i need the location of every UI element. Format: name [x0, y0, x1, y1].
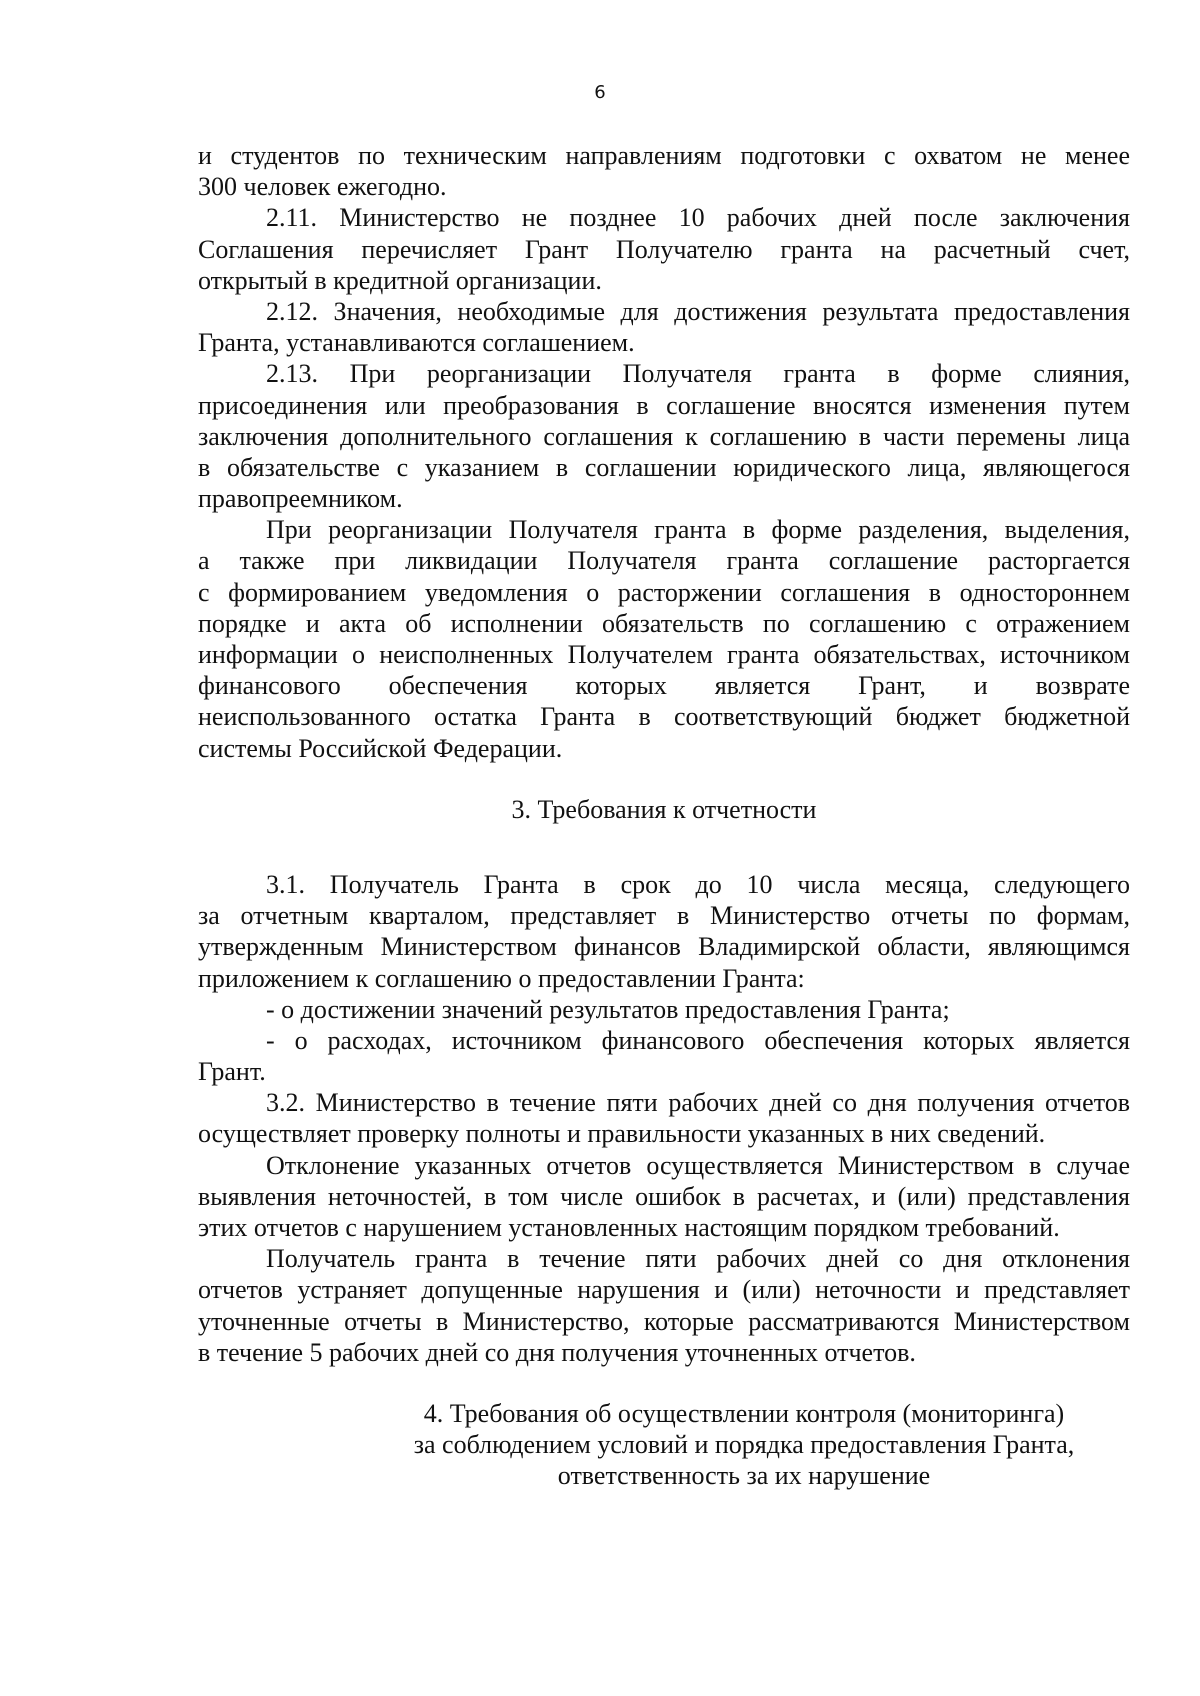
text-line: неиспользованного остатка Гранта в соответствующий бюджет бюджетной	[198, 702, 1130, 732]
text-line: информации о неисполненных Получателем гранта обязательствах, источником	[198, 640, 1130, 669]
spacer	[198, 764, 1130, 794]
text-line: уточненные отчеты в Министерство, которые рассматриваются Министерством	[198, 1306, 1130, 1336]
text-line: приложением к соглашению о предоставлении Гранта:	[198, 963, 805, 993]
text-line: 300 человек ежегодно.	[198, 172, 447, 202]
paragraph-rejection-line: Отклонение указанных отчетов осуществляется Министерством в случае	[266, 1150, 1130, 1180]
text-line: правопреемником.	[198, 484, 403, 514]
text-line: этих отчетов с нарушением установленных настоящим порядком требований.	[198, 1213, 1060, 1242]
paragraph-2-13-line: 2.13. При реорганизации Получателя гранта в форме слияния,	[266, 359, 1130, 389]
spacer	[198, 825, 1130, 869]
text-line: в течение 5 рабочих дней со дня получения уточненных отчетов.	[198, 1337, 916, 1367]
text-line: за отчетным кварталом, представляет в Министерство отчеты по формам,	[198, 901, 1130, 931]
page-number: 6	[594, 82, 606, 103]
section-4-heading-line: 4. Требования об осуществлении контроля (мониторинга)	[423, 1398, 1065, 1428]
paragraph-2-11-line: 2.11. Министерство не позднее 10 рабочих дней после заключения	[266, 203, 1130, 233]
text-line: утвержденным Министерством финансов Владимирской области, являющимся	[198, 932, 1130, 962]
text-line: заключения дополнительного соглашения к соглашению в части перемены лица	[198, 421, 1130, 451]
text-line: а также при ликвидации Получателя гранта соглашение расторгается	[198, 546, 1130, 576]
paragraph-3-1-line: 3.1. Получатель Гранта в срок до 10 числа месяца, следующего	[266, 869, 1130, 899]
list-item: - о расходах, источником финансового обеспечения которых является	[266, 1025, 1130, 1055]
text-line: присоединения или преобразования в соглашение вносятся изменения путем	[198, 390, 1130, 420]
paragraph-3-2-line: 3.2. Министерство в течение пяти рабочих дней со дня получения отчетов	[266, 1088, 1130, 1118]
section-3-heading: 3. Требования к отчетности	[511, 794, 817, 824]
paragraph-2-12-line: 2.12. Значения, необходимые для достижения результата предоставления	[266, 296, 1130, 326]
text-line: Грант.	[198, 1057, 266, 1087]
text-line: с формированием уведомления о расторжении соглашения в одностороннем	[198, 577, 1130, 607]
paragraph-reorganization-line: При реорганизации Получателя гранта в форме разделения, выделения,	[266, 515, 1130, 545]
list-item: - о достижении значений результатов предоставления Гранта;	[266, 994, 950, 1024]
text-line: порядке и акта об исполнении обязательств по соглашению с отражением	[198, 608, 1130, 638]
text-line: и студентов по техническим направлениям подготовки с охватом не менее	[198, 141, 1130, 170]
text-line: системы Российской Федерации.	[198, 733, 563, 763]
spacer	[198, 1368, 1130, 1398]
text-line: отчетов устраняет допущенные нарушения и (или) неточности и представляет	[198, 1275, 1130, 1305]
section-4-heading-line: ответственность за их нарушение	[557, 1461, 931, 1491]
text-line: Соглашения перечисляет Грант Получателю гранта на расчетный счет,	[198, 234, 1130, 264]
paragraph-correction-line: Получатель гранта в течение пяти рабочих дней со дня отклонения	[266, 1244, 1130, 1274]
text-line: выявления неточностей, в том числе ошибок в расчетах, и (или) представления	[198, 1181, 1130, 1211]
section-4-heading-line: за соблюдением условий и порядка предоставления Гранта,	[413, 1430, 1075, 1460]
text-line: Гранта, устанавливаются соглашением.	[198, 328, 635, 358]
text-line: в обязательстве с указанием в соглашении юридического лица, являющегося	[198, 452, 1130, 482]
text-line: осуществляет проверку полноты и правильности указанных в них сведений.	[198, 1119, 1046, 1149]
text-line: финансового обеспечения которых является Грант, и возврате	[198, 671, 1130, 701]
text-line: открытый в кредитной организации.	[198, 265, 602, 295]
document-body	[198, 140, 1130, 1492]
